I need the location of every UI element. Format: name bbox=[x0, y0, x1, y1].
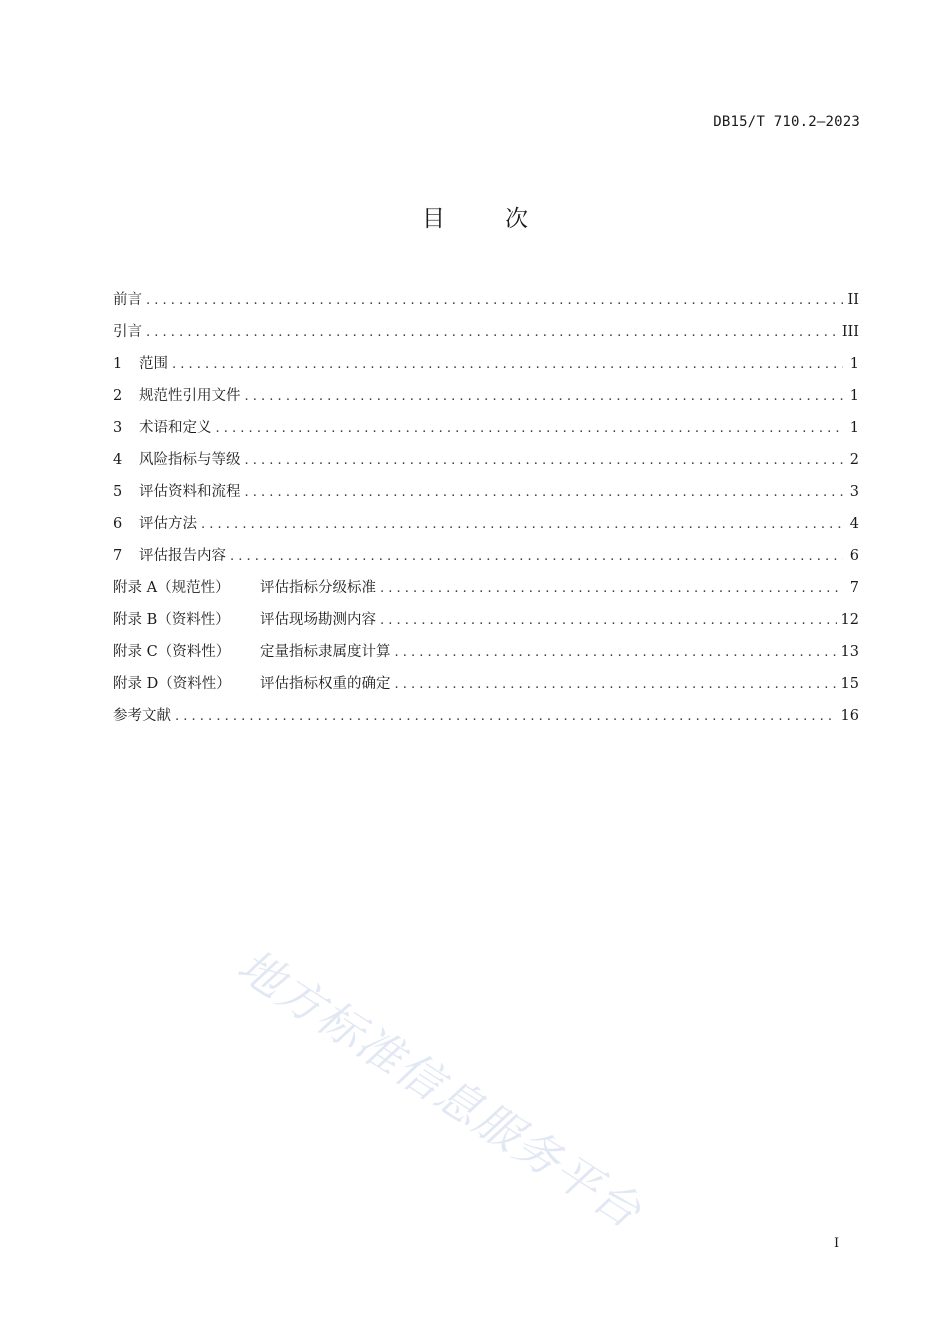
toc-item-number: 附录 B（资料性） bbox=[113, 612, 230, 628]
toc-item-appendix-a[interactable] bbox=[113, 574, 859, 606]
toc-item-assessment-methods[interactable] bbox=[113, 510, 859, 542]
toc-leader bbox=[230, 543, 843, 571]
toc-leader bbox=[395, 639, 837, 667]
toc-leader bbox=[175, 703, 837, 731]
toc-item-page: 1 bbox=[849, 356, 859, 372]
toc-item-page: 15 bbox=[840, 676, 859, 692]
toc-item-risk-indicators[interactable] bbox=[113, 446, 859, 478]
toc-item-introduction[interactable] bbox=[113, 318, 859, 350]
toc-item-label: 评估指标权重的确定 bbox=[260, 676, 391, 692]
toc-item-foreword[interactable] bbox=[113, 286, 859, 318]
toc-item-page: 1 bbox=[849, 420, 859, 436]
toc-item-page: 2 bbox=[849, 452, 859, 468]
toc-item-page: 12 bbox=[840, 612, 859, 628]
toc-item-number: 2 bbox=[113, 388, 123, 404]
toc-item-number: 附录 C（资料性） bbox=[113, 644, 231, 660]
toc-item-label: 评估方法 bbox=[139, 516, 197, 532]
toc-item-number: 5 bbox=[113, 484, 123, 500]
toc-item-page: 1 bbox=[849, 388, 859, 404]
toc-leader bbox=[146, 319, 838, 347]
toc-item-label: 风险指标与等级 bbox=[139, 452, 241, 468]
toc-item-page: 6 bbox=[849, 548, 859, 564]
toc-item-label: 参考文献 bbox=[113, 708, 171, 724]
toc-item-page: 16 bbox=[840, 708, 859, 724]
toc-item-label: 范围 bbox=[139, 356, 168, 372]
toc-item-label: 评估资料和流程 bbox=[139, 484, 241, 500]
toc-leader bbox=[172, 351, 843, 379]
toc-leader bbox=[245, 383, 844, 411]
table-of-contents bbox=[113, 286, 859, 734]
toc-item-label: 引言 bbox=[113, 324, 142, 340]
toc-item-number: 4 bbox=[113, 452, 123, 468]
toc-item-appendix-c[interactable] bbox=[113, 638, 859, 670]
page-title: 目次 bbox=[422, 206, 588, 232]
toc-item-number: 7 bbox=[113, 548, 123, 564]
toc-item-number: 附录 D（资料性） bbox=[113, 676, 231, 692]
toc-item-label: 定量指标隶属度计算 bbox=[260, 644, 391, 660]
toc-item-page: 7 bbox=[849, 580, 859, 596]
toc-item-number: 3 bbox=[113, 420, 123, 436]
toc-item-page: 4 bbox=[849, 516, 859, 532]
toc-item-page: 13 bbox=[840, 644, 859, 660]
toc-item-number: 1 bbox=[113, 356, 123, 372]
watermark: 地方标准信息服务平台 bbox=[228, 938, 652, 1240]
toc-item-label: 评估指标分级标准 bbox=[260, 580, 376, 596]
toc-item-bibliography[interactable] bbox=[113, 702, 859, 734]
toc-item-appendix-d[interactable] bbox=[113, 670, 859, 702]
toc-item-page: II bbox=[847, 292, 859, 308]
standard-code: DB15/T 710.2—2023 bbox=[713, 114, 860, 130]
toc-item-label: 术语和定义 bbox=[139, 420, 212, 436]
toc-leader bbox=[380, 575, 843, 603]
toc-item-page: 3 bbox=[849, 484, 859, 500]
toc-leader bbox=[216, 415, 844, 443]
toc-item-page: III bbox=[841, 324, 859, 340]
toc-item-terms[interactable] bbox=[113, 414, 859, 446]
toc-item-scope[interactable] bbox=[113, 350, 859, 382]
toc-leader bbox=[380, 607, 837, 635]
toc-item-number: 6 bbox=[113, 516, 123, 532]
toc-item-appendix-b[interactable] bbox=[113, 606, 859, 638]
toc-item-normative-references[interactable] bbox=[113, 382, 859, 414]
toc-leader bbox=[146, 287, 843, 315]
toc-leader bbox=[201, 511, 843, 539]
toc-item-label: 评估现场勘测内容 bbox=[260, 612, 376, 628]
toc-leader bbox=[245, 479, 844, 507]
toc-item-label: 规范性引用文件 bbox=[139, 388, 241, 404]
toc-item-assessment-data[interactable] bbox=[113, 478, 859, 510]
toc-item-label: 前言 bbox=[113, 292, 142, 308]
page-number: I bbox=[834, 1236, 840, 1251]
toc-item-report-content[interactable] bbox=[113, 542, 859, 574]
toc-item-label: 评估报告内容 bbox=[139, 548, 226, 564]
toc-item-number: 附录 A（规范性） bbox=[113, 580, 230, 596]
toc-leader bbox=[395, 671, 837, 699]
toc-leader bbox=[245, 447, 844, 475]
